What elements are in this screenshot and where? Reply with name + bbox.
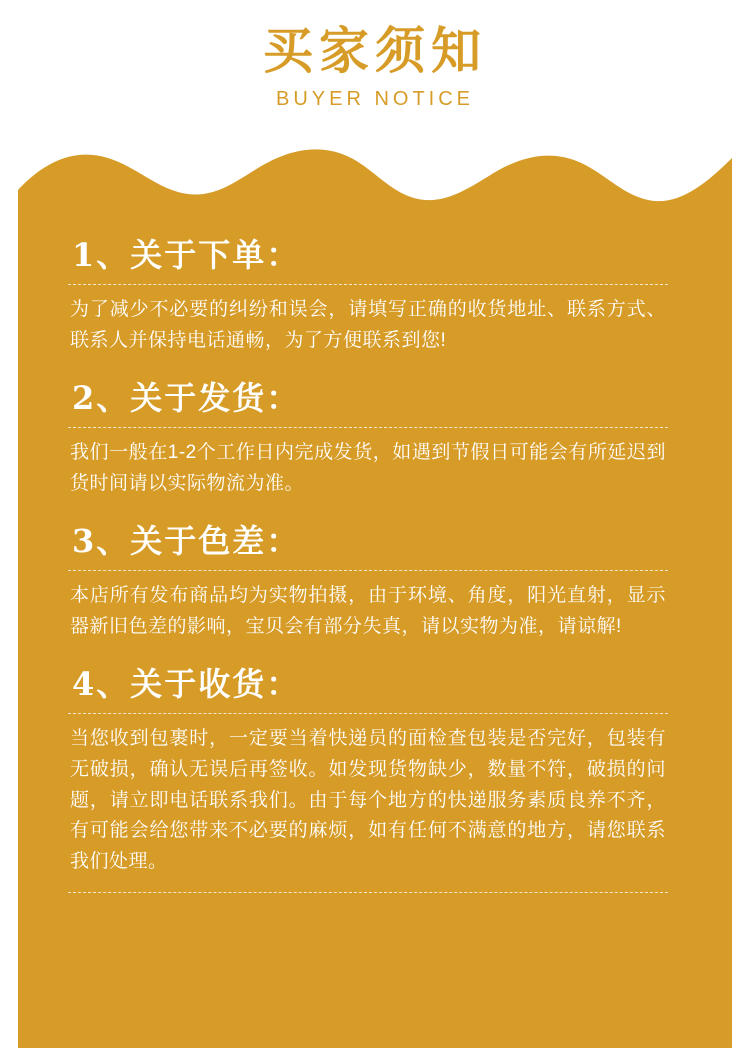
- section-body: 本店所有发布商品均为实物拍摄，由于环境、角度，阳光直射，显示器新旧色差的影响，宝贝会有部分失真，请以实物为准，请谅解!: [70, 585, 666, 637]
- page-title: 买家须知: [263, 21, 487, 80]
- notice-section: [68, 518, 668, 657]
- section-body: 为了减少不必要的纠纷和误会，请填写正确的收货地址、联系方式、联系人并保持电话通畅，为了方便联系到您!: [70, 299, 666, 352]
- section-body: 我们一般在1-2个工作日内完成发货，如遇到节假日可能会有所延迟到货时间请以实际物流为准。: [70, 442, 666, 495]
- section-body: 当您收到包裹时，一定要当着快递员的面检查包装是否完好，包装有无破损，确认无误后再签收。如发现货物缺少，数量不符，破损的问题，请立即电话联系我们。由于每个地方的快递服务素质良养不齐，有可能会给您带来不必要的麻烦，如有任何不满意的地方，请您联系我们处理。: [70, 728, 666, 873]
- section-heading: 3、关于色差：: [72, 521, 301, 560]
- section-divider: [68, 713, 668, 714]
- section-divider: [68, 427, 668, 428]
- notice-sections: [68, 232, 668, 897]
- notice-section: [68, 232, 668, 371]
- page-header: [0, 0, 750, 170]
- section-heading: 2、关于发货：: [72, 378, 301, 417]
- section-divider: [68, 284, 668, 285]
- section-heading: 4、关于收货：: [72, 664, 301, 703]
- section-divider: [68, 570, 668, 571]
- notice-section: [68, 661, 668, 893]
- page-subtitle: BUYER NOTICE: [275, 87, 475, 110]
- section-heading: 1、关于下单：: [72, 236, 301, 274]
- section-divider-bottom: [68, 892, 668, 893]
- notice-section: [68, 375, 668, 514]
